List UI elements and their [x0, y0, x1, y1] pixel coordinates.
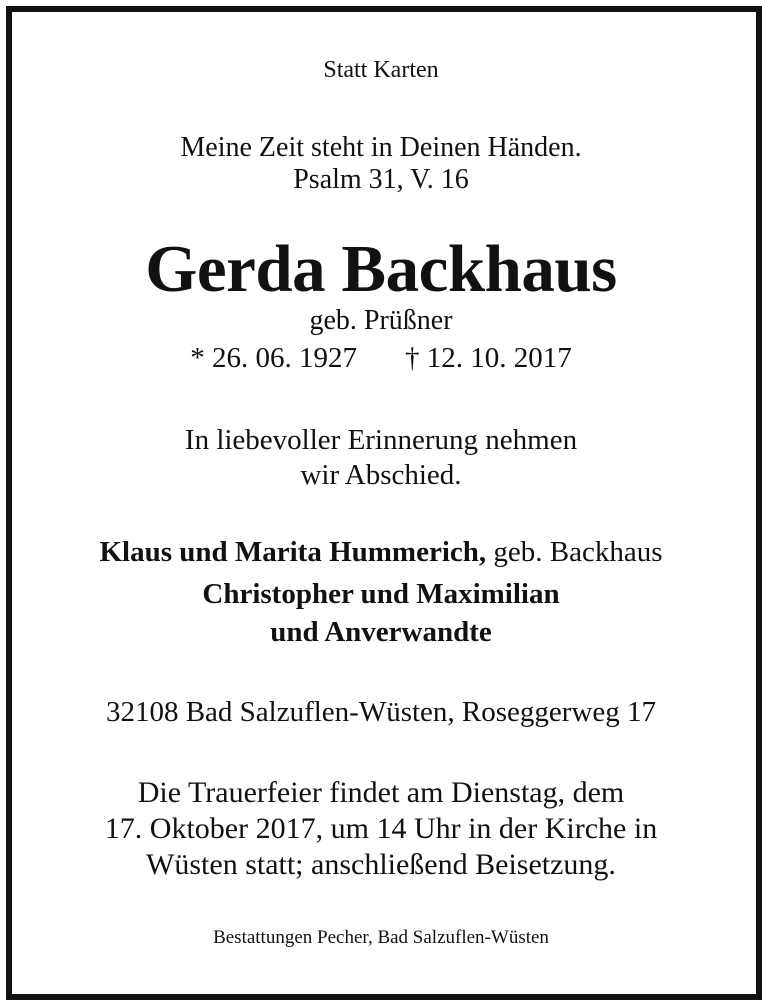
maiden-name: geb. Prüßner — [309, 305, 453, 336]
birth-date: * 26. 06. 1927 — [190, 342, 357, 374]
service-line-1: Die Trauerfeier findet am Dienstag, dem — [137, 776, 625, 809]
mourners-line-2: Christopher und Maximilian — [202, 578, 560, 610]
life-dates — [0, 344, 762, 373]
service-line-2: 17. Oktober 2017, um 14 Uhr in der Kirche in — [104, 812, 658, 845]
family-address: 32108 Bad Salzuflen-Wüsten, Roseggerweg 17 — [105, 696, 657, 728]
header-statt-karten: Statt Karten — [323, 57, 439, 83]
mourners-line-1 — [0, 538, 762, 567]
mourners-names: Klaus und Marita Hummerich, — [99, 536, 487, 568]
undertaker-credit: Bestattungen Pecher, Bad Salzuflen-Wüsten — [213, 927, 549, 948]
deceased-name: Gerda Backhaus — [145, 232, 617, 306]
mourners-line-3: und Anverwandte — [270, 616, 492, 648]
motto-line-1: Meine Zeit steht in Deinen Händen. — [180, 132, 582, 163]
remembrance-line-1: In liebevoller Erinnerung nehmen — [184, 424, 578, 456]
death-date: † 12. 10. 2017 — [405, 342, 572, 374]
remembrance-line-2: wir Abschied. — [300, 459, 462, 491]
service-line-3: Wüsten statt; anschließend Beisetzung. — [146, 848, 616, 881]
mourners-maiden-note: geb. Backhaus — [486, 536, 663, 568]
motto-line-2: Psalm 31, V. 16 — [293, 164, 469, 195]
